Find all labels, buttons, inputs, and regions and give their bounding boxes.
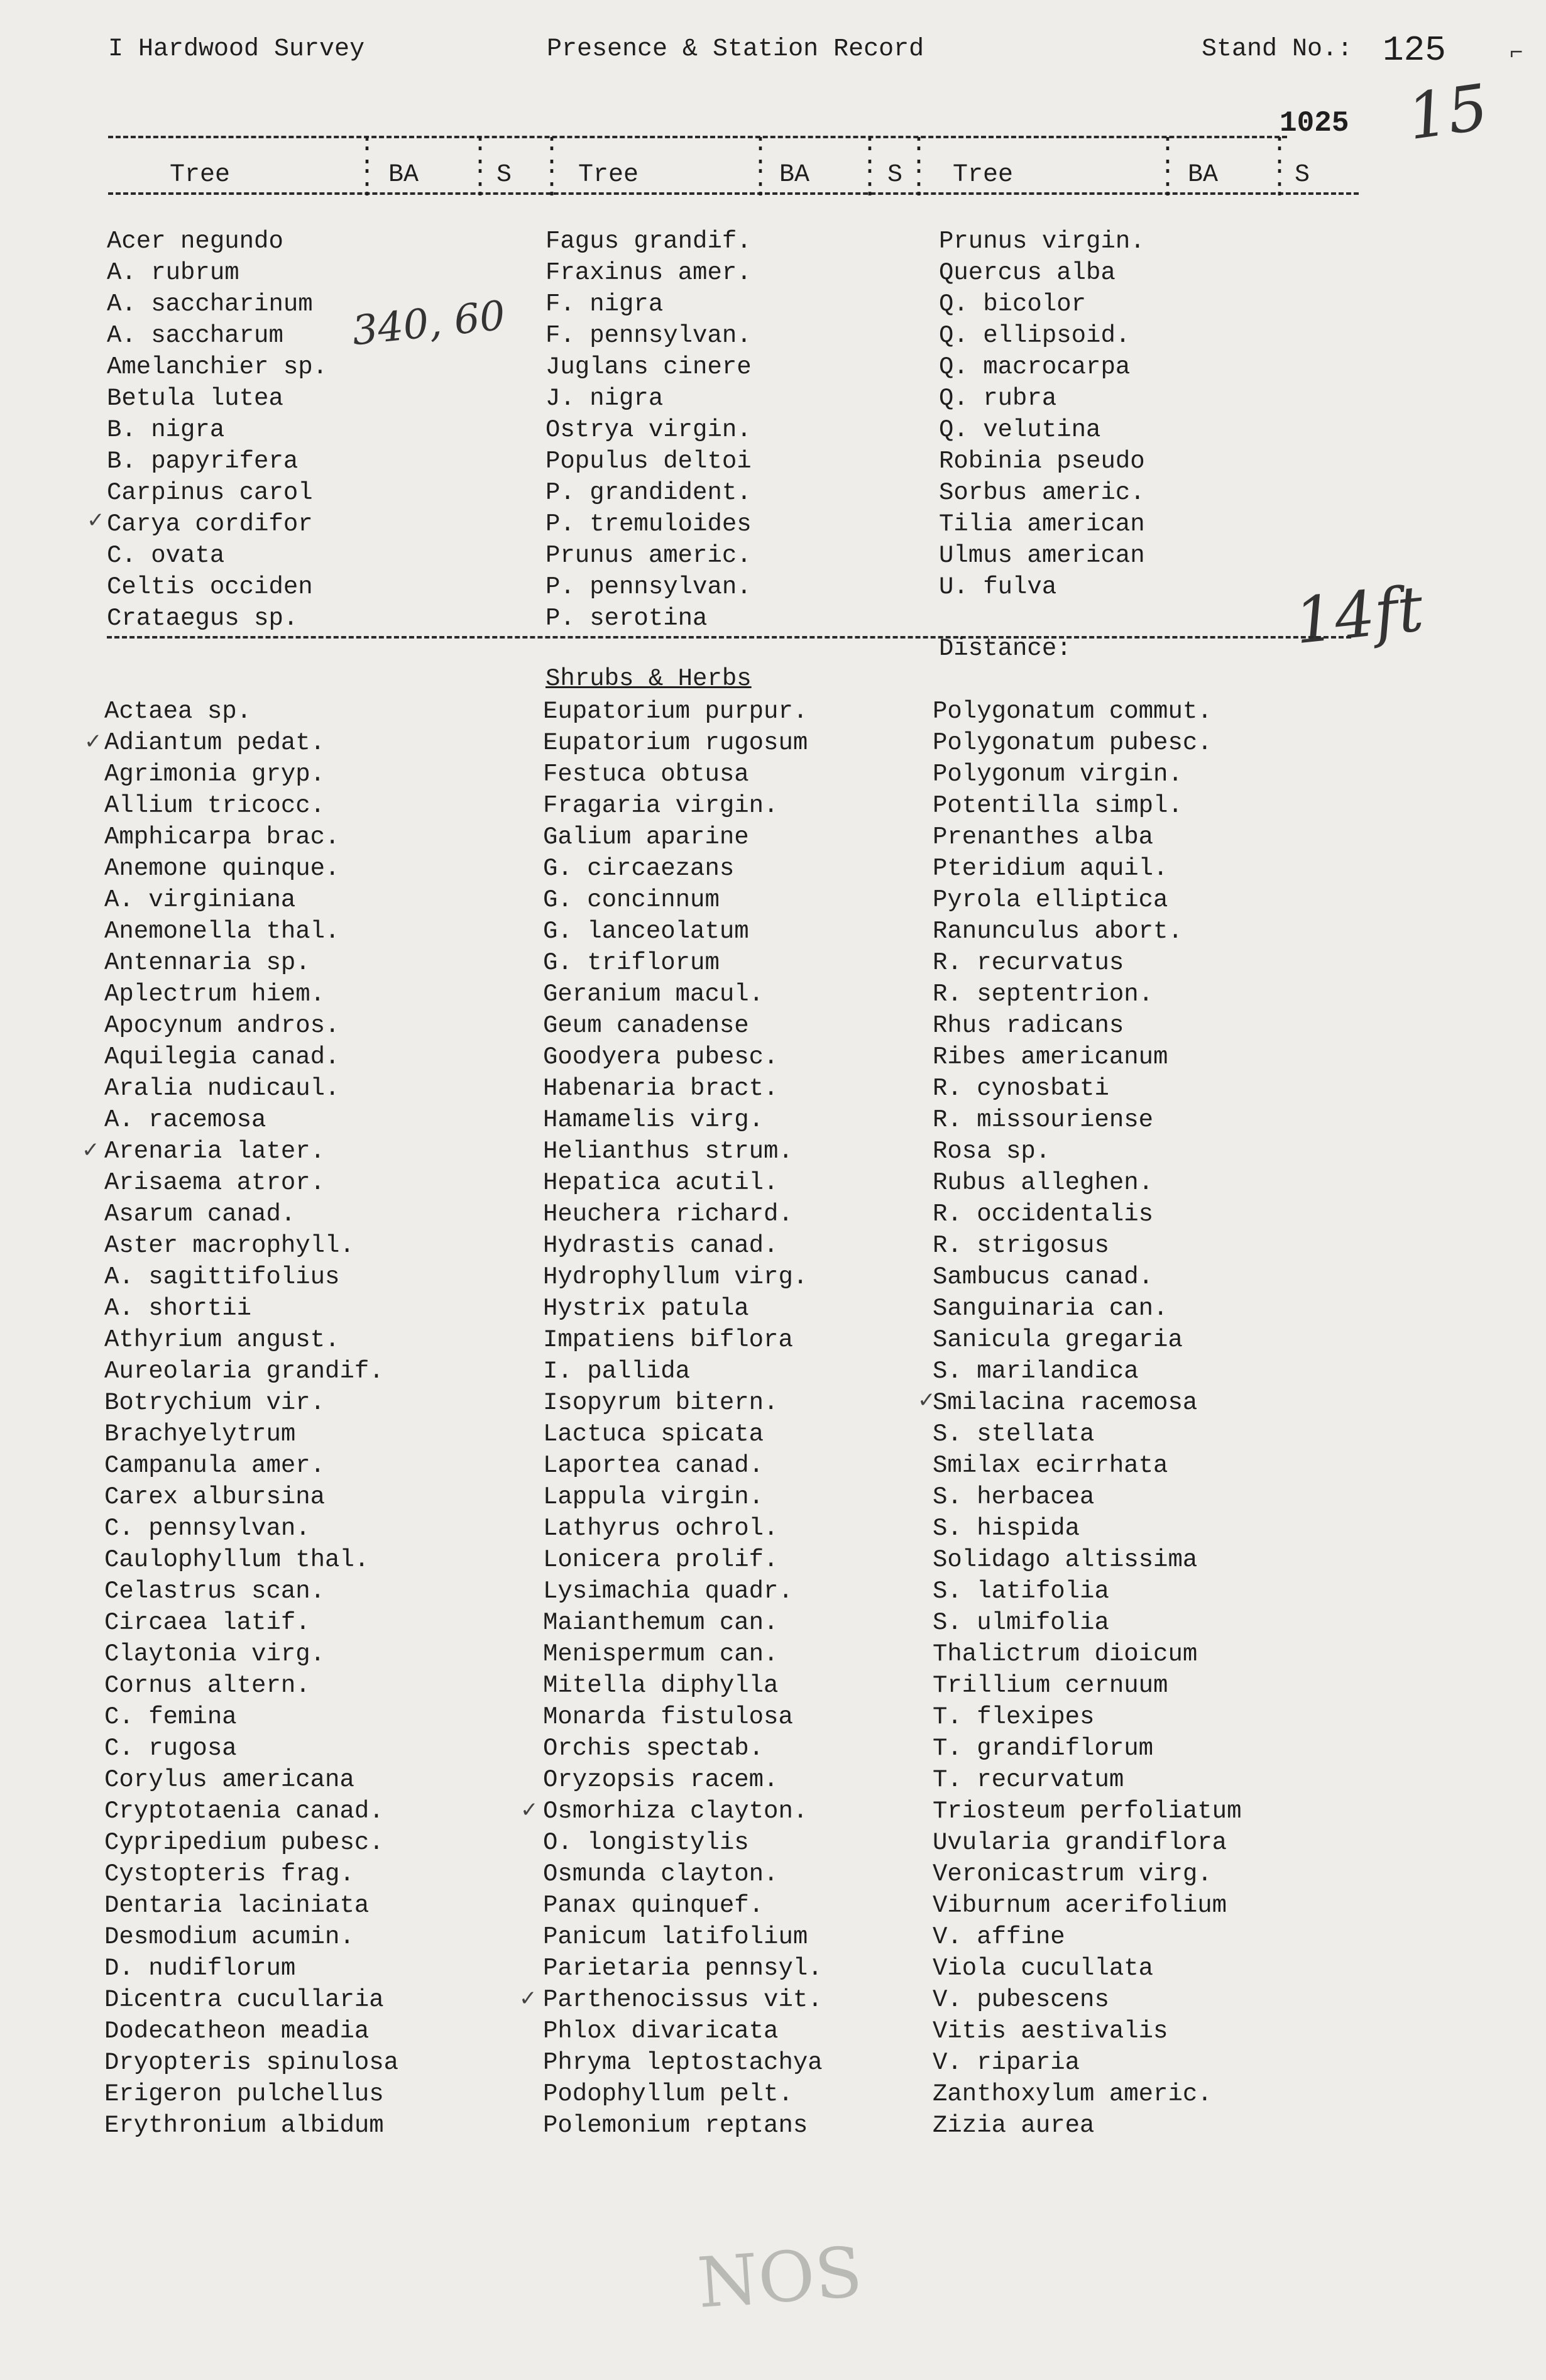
herb-entry: Vitis aestivalis bbox=[933, 2017, 1168, 2045]
herb-entry: Lappula virgin. bbox=[543, 1483, 764, 1511]
tree-entry: A. saccharum bbox=[107, 322, 283, 349]
stand-label: Stand No.: bbox=[1202, 35, 1353, 63]
herb-entry: T. grandiflorum bbox=[933, 1735, 1154, 1762]
herb-entry: Adiantum pedat. bbox=[104, 729, 326, 757]
herb-entry: Celastrus scan. bbox=[104, 1577, 326, 1605]
herb-entry: Polemonium reptans bbox=[543, 2112, 808, 2139]
herb-entry: Dentaria laciniata bbox=[104, 1892, 370, 1919]
herb-entry: Claytonia virg. bbox=[104, 1640, 326, 1668]
record-stamp: 1025 bbox=[1280, 107, 1349, 140]
handwritten-stand-extra: 15 bbox=[1403, 70, 1493, 155]
checkmark-icon: ✓ bbox=[918, 1388, 936, 1413]
tree-column-2 bbox=[545, 226, 752, 634]
herb-entry: Veronicastrum virg. bbox=[933, 1860, 1212, 1888]
column-separator: : : : bbox=[1272, 130, 1288, 204]
herb-entry: Actaea sp. bbox=[104, 698, 252, 725]
herb-entry: Circaea latif. bbox=[104, 1609, 310, 1637]
header-ba-1: BA bbox=[388, 161, 419, 189]
herb-entry: Oryzopsis racem. bbox=[543, 1766, 779, 1794]
herb-entry: Geranium macul. bbox=[543, 980, 764, 1008]
herb-entry: Parthenocissus vit. bbox=[543, 1986, 823, 2014]
herb-column-3 bbox=[933, 696, 1241, 2141]
herb-entry: Goodyera pubesc. bbox=[543, 1043, 779, 1071]
herb-entry: Potentilla simpl. bbox=[933, 792, 1183, 820]
herb-entry: Smilacina racemosa bbox=[933, 1389, 1198, 1417]
column-separator: : : : bbox=[911, 130, 927, 204]
herb-entry: Botrychium vir. bbox=[104, 1389, 326, 1417]
herb-entry: A. racemosa bbox=[104, 1106, 266, 1134]
column-separator: : : : bbox=[544, 130, 560, 204]
herb-entry: I. pallida bbox=[543, 1357, 691, 1385]
herb-entry: Habenaria bract. bbox=[543, 1075, 779, 1102]
herb-entry: Lysimachia quadr. bbox=[543, 1577, 793, 1605]
tree-entry: Celtis occiden bbox=[107, 573, 313, 601]
herb-entry: Polygonum virgin. bbox=[933, 760, 1183, 788]
herb-entry: Menispermum can. bbox=[543, 1640, 779, 1668]
section-rule bbox=[107, 636, 1351, 639]
tree-entry: P. grandident. bbox=[545, 479, 752, 507]
herb-entry: Rubus alleghen. bbox=[933, 1169, 1154, 1197]
tree-entry: Carpinus carol bbox=[107, 479, 313, 507]
record-title: Presence & Station Record bbox=[547, 35, 924, 63]
herb-entry: R. strigosus bbox=[933, 1232, 1109, 1259]
herb-entry: Laportea canad. bbox=[543, 1452, 764, 1479]
herb-entry: Triosteum perfoliatum bbox=[933, 1797, 1242, 1825]
herb-entry: A. shortii bbox=[104, 1295, 252, 1322]
herb-entry: Osmorhiza clayton. bbox=[543, 1797, 808, 1825]
herb-entry: Antennaria sp. bbox=[104, 949, 310, 977]
herb-entry: Cryptotaenia canad. bbox=[104, 1797, 384, 1825]
herb-entry: A. virginiana bbox=[104, 886, 296, 914]
tree-entry: F. pennsylvan. bbox=[545, 322, 752, 349]
herb-entry: G. circaezans bbox=[543, 855, 735, 882]
herb-entry: Maianthemum can. bbox=[543, 1609, 779, 1637]
tree-entry: A. saccharinum bbox=[107, 290, 313, 318]
herb-entry: Athyrium angust. bbox=[104, 1326, 340, 1354]
herb-entry: R. recurvatus bbox=[933, 949, 1124, 977]
herb-entry: Lonicera prolif. bbox=[543, 1546, 779, 1574]
herb-entry: Podophyllum pelt. bbox=[543, 2080, 793, 2108]
herb-entry: Desmodium acumin. bbox=[104, 1923, 354, 1951]
tree-entry: Prunus americ. bbox=[545, 542, 752, 569]
herb-entry: Zizia aurea bbox=[933, 2112, 1095, 2139]
herb-entry: Dodecatheon meadia bbox=[104, 2017, 370, 2045]
tree-entry: Q. bicolor bbox=[939, 290, 1087, 318]
pencil-note: NOS bbox=[694, 2232, 865, 2323]
tree-entry: Juglans cinere bbox=[545, 353, 752, 381]
herb-entry: Rosa sp. bbox=[933, 1138, 1051, 1165]
herb-entry: Orchis spectab. bbox=[543, 1735, 764, 1762]
herb-entry: Apocynum andros. bbox=[104, 1012, 340, 1039]
herb-entry: Caulophyllum thal. bbox=[104, 1546, 370, 1574]
tree-entry: Amelanchier sp. bbox=[107, 353, 328, 381]
header-tree-3: Tree bbox=[953, 161, 1014, 189]
tree-entry: U. fulva bbox=[939, 573, 1057, 601]
herb-entry: Phryma leptostachya bbox=[543, 2049, 823, 2076]
corner-mark: ⌐ bbox=[1510, 40, 1523, 66]
herb-entry: R. cynosbati bbox=[933, 1075, 1109, 1102]
herb-entry: Fragaria virgin. bbox=[543, 792, 779, 820]
header-s-2: S bbox=[887, 161, 903, 189]
herb-entry: Festuca obtusa bbox=[543, 760, 749, 788]
herb-entry: Eupatorium rugosum bbox=[543, 729, 808, 757]
tree-entry: Q. macrocarpa bbox=[939, 353, 1131, 381]
tree-entry: F. nigra bbox=[545, 290, 664, 318]
tree-entry: Acer negundo bbox=[107, 228, 283, 255]
herb-entry: V. pubescens bbox=[933, 1986, 1109, 2014]
herb-entry: Campanula amer. bbox=[104, 1452, 326, 1479]
herb-entry: Impatiens biflora bbox=[543, 1326, 793, 1354]
herb-entry: Erythronium albidum bbox=[104, 2112, 384, 2139]
herb-entry: Dicentra cucullaria bbox=[104, 1986, 384, 2014]
column-separator: : : : bbox=[862, 130, 878, 204]
header-ba-3: BA bbox=[1188, 161, 1219, 189]
herb-entry: S. herbacea bbox=[933, 1483, 1095, 1511]
distance-label: Distance: bbox=[939, 635, 1072, 662]
tree-entry: B. papyrifera bbox=[107, 447, 299, 475]
header-tree-2: Tree bbox=[578, 161, 639, 189]
tree-entry: Carya cordifor bbox=[107, 510, 313, 538]
herb-entry: C. femina bbox=[104, 1703, 237, 1731]
herb-entry: G. triflorum bbox=[543, 949, 720, 977]
tree-entry: J. nigra bbox=[545, 385, 664, 412]
tree-entry: Ulmus american bbox=[939, 542, 1145, 569]
tree-entry: Q. ellipsoid. bbox=[939, 322, 1131, 349]
herb-entry: Hydrophyllum virg. bbox=[543, 1263, 808, 1291]
herb-entry: Aquilegia canad. bbox=[104, 1043, 340, 1071]
herb-entry: Aster macrophyll. bbox=[104, 1232, 354, 1259]
tree-entry: Fagus grandif. bbox=[545, 228, 752, 255]
checkmark-icon: ✓ bbox=[520, 1797, 539, 1823]
header-s-3: S bbox=[1295, 161, 1310, 189]
column-separator: : : : bbox=[1160, 130, 1176, 204]
herb-entry: Sanicula gregaria bbox=[933, 1326, 1183, 1354]
herb-entry: Eupatorium purpur. bbox=[543, 698, 808, 725]
herb-entry: Mitella diphylla bbox=[543, 1672, 779, 1699]
herb-entry: S. marilandica bbox=[933, 1357, 1139, 1385]
herb-entry: S. ulmifolia bbox=[933, 1609, 1109, 1637]
herb-entry: Viola cucullata bbox=[933, 1955, 1154, 1982]
herb-entry: Helianthus strum. bbox=[543, 1138, 793, 1165]
herb-entry: Erigeron pulchellus bbox=[104, 2080, 384, 2108]
herb-entry: Anemonella thal. bbox=[104, 918, 340, 945]
handwritten-saccharum-note: 340, 60 bbox=[349, 292, 508, 355]
herb-entry: Ribes americanum bbox=[933, 1043, 1168, 1071]
tree-entry: P. tremuloides bbox=[545, 510, 752, 538]
herb-entry: C. pennsylvan. bbox=[104, 1515, 310, 1542]
herb-entry: Aplectrum hiem. bbox=[104, 980, 326, 1008]
herb-entry: R. occidentalis bbox=[933, 1200, 1154, 1228]
tree-entry: Betula lutea bbox=[107, 385, 283, 412]
herb-entry: S. hispida bbox=[933, 1515, 1080, 1542]
tree-entry: Prunus virgin. bbox=[939, 228, 1145, 255]
handwritten-distance: 14ft bbox=[1291, 571, 1427, 659]
column-separator: : : : bbox=[473, 130, 488, 204]
tree-entry: Sorbus americ. bbox=[939, 479, 1145, 507]
herb-entry: Cornus altern. bbox=[104, 1672, 310, 1699]
herb-entry: Heuchera richard. bbox=[543, 1200, 793, 1228]
survey-title: I Hardwood Survey bbox=[108, 35, 365, 63]
herb-entry: Polygonatum pubesc. bbox=[933, 729, 1212, 757]
herb-entry: V. riparia bbox=[933, 2049, 1080, 2076]
herb-entry: Carex albursina bbox=[104, 1483, 326, 1511]
column-separator: : : : bbox=[753, 130, 769, 204]
stand-number: 125 bbox=[1383, 30, 1446, 70]
herb-entry: Amphicarpa brac. bbox=[104, 823, 340, 851]
herb-entry: S. stellata bbox=[933, 1420, 1095, 1448]
herb-entry: Zanthoxylum americ. bbox=[933, 2080, 1212, 2108]
checkmark-icon: ✓ bbox=[87, 508, 105, 533]
herb-entry: S. latifolia bbox=[933, 1577, 1109, 1605]
herb-entry: C. rugosa bbox=[104, 1735, 237, 1762]
tree-entry: Crataegus sp. bbox=[107, 605, 299, 632]
herb-entry: Asarum canad. bbox=[104, 1200, 296, 1228]
herb-entry: Geum canadense bbox=[543, 1012, 749, 1039]
herb-entry: Galium aparine bbox=[543, 823, 749, 851]
herb-entry: Smilax ecirrhata bbox=[933, 1452, 1168, 1479]
top-rule bbox=[108, 136, 1287, 138]
herb-entry: D. nudiflorum bbox=[104, 1955, 296, 1982]
herb-entry: Prenanthes alba bbox=[933, 823, 1154, 851]
tree-entry: Quercus alba bbox=[939, 259, 1116, 287]
herb-entry: Corylus americana bbox=[104, 1766, 354, 1794]
herb-entry: Cypripedium pubesc. bbox=[104, 1829, 384, 1856]
herb-entry: Hepatica acutil. bbox=[543, 1169, 779, 1197]
herb-entry: Uvularia grandiflora bbox=[933, 1829, 1227, 1856]
herb-entry: T. recurvatum bbox=[933, 1766, 1124, 1794]
shrubs-herbs-heading: Shrubs & Herbs bbox=[545, 665, 752, 693]
herb-entry: R. septentrion. bbox=[933, 980, 1154, 1008]
checkmark-icon: ✓ bbox=[519, 1986, 537, 2011]
herb-entry: Pteridium aquil. bbox=[933, 855, 1168, 882]
herb-entry: Monarda fistulosa bbox=[543, 1703, 793, 1731]
checkmark-icon: ✓ bbox=[84, 729, 102, 754]
tree-column-1 bbox=[107, 226, 327, 634]
herb-entry: Aralia nudicaul. bbox=[104, 1075, 340, 1102]
herb-entry: Hydrastis canad. bbox=[543, 1232, 779, 1259]
herb-entry: A. sagittifolius bbox=[104, 1263, 340, 1291]
herb-entry: Sambucus canad. bbox=[933, 1263, 1154, 1291]
herb-entry: Phlox divaricata bbox=[543, 2017, 779, 2045]
herb-entry: G. concinnum bbox=[543, 886, 720, 914]
herb-entry: O. longistylis bbox=[543, 1829, 749, 1856]
tree-entry: Populus deltoi bbox=[545, 447, 752, 475]
herb-entry: Thalictrum dioicum bbox=[933, 1640, 1198, 1668]
herb-entry: Hamamelis virg. bbox=[543, 1106, 764, 1134]
herb-entry: Cystopteris frag. bbox=[104, 1860, 354, 1888]
header-tree-1: Tree bbox=[170, 161, 231, 189]
tree-entry: Tilia american bbox=[939, 510, 1145, 538]
tree-entry: P. pennsylvan. bbox=[545, 573, 752, 601]
tree-entry: C. ovata bbox=[107, 542, 225, 569]
herb-entry: R. missouriense bbox=[933, 1106, 1154, 1134]
header-s-1: S bbox=[496, 161, 512, 189]
herb-entry: V. affine bbox=[933, 1923, 1065, 1951]
herb-entry: Panax quinquef. bbox=[543, 1892, 764, 1919]
herb-entry: Dryopteris spinulosa bbox=[104, 2049, 399, 2076]
herb-entry: Solidago altissima bbox=[933, 1546, 1198, 1574]
herb-entry: G. lanceolatum bbox=[543, 918, 749, 945]
herb-entry: Polygonatum commut. bbox=[933, 698, 1212, 725]
tree-column-3 bbox=[939, 226, 1145, 603]
tree-entry: Q. rubra bbox=[939, 385, 1057, 412]
herb-entry: Brachyelytrum bbox=[104, 1420, 296, 1448]
tree-entry: Fraxinus amer. bbox=[545, 259, 752, 287]
herb-entry: Parietaria pennsyl. bbox=[543, 1955, 823, 1982]
herb-entry: Viburnum acerifolium bbox=[933, 1892, 1227, 1919]
herb-entry: Allium tricocc. bbox=[104, 792, 326, 820]
checkmark-icon: ✓ bbox=[82, 1138, 100, 1163]
column-separator: : : : bbox=[359, 130, 375, 204]
herb-column-2 bbox=[543, 696, 823, 2141]
herb-entry: Lactuca spicata bbox=[543, 1420, 764, 1448]
tree-entry: P. serotina bbox=[545, 605, 708, 632]
herb-entry: Sanguinaria can. bbox=[933, 1295, 1168, 1322]
herb-entry: Panicum latifolium bbox=[543, 1923, 808, 1951]
herb-entry: Trillium cernuum bbox=[933, 1672, 1168, 1699]
herb-entry: Arisaema atror. bbox=[104, 1169, 326, 1197]
tree-entry: B. nigra bbox=[107, 416, 225, 444]
herb-entry: Agrimonia gryp. bbox=[104, 760, 326, 788]
header-ba-2: BA bbox=[779, 161, 810, 189]
herb-entry: Rhus radicans bbox=[933, 1012, 1124, 1039]
herb-entry: Isopyrum bitern. bbox=[543, 1389, 779, 1417]
herb-entry: Aureolaria grandif. bbox=[104, 1357, 384, 1385]
herb-entry: T. flexipes bbox=[933, 1703, 1095, 1731]
tree-entry: Robinia pseudo bbox=[939, 447, 1145, 475]
herb-entry: Anemone quinque. bbox=[104, 855, 340, 882]
herb-entry: Osmunda clayton. bbox=[543, 1860, 779, 1888]
herb-entry: Arenaria later. bbox=[104, 1138, 326, 1165]
herb-entry: Ranunculus abort. bbox=[933, 918, 1183, 945]
tree-entry: Q. velutina bbox=[939, 416, 1101, 444]
herb-entry: Lathyrus ochrol. bbox=[543, 1515, 779, 1542]
herb-entry: Pyrola elliptica bbox=[933, 886, 1168, 914]
herb-entry: Hystrix patula bbox=[543, 1295, 749, 1322]
herb-column-1 bbox=[104, 696, 398, 2141]
tree-entry: A. rubrum bbox=[107, 259, 239, 287]
tree-entry: Ostrya virgin. bbox=[545, 416, 752, 444]
